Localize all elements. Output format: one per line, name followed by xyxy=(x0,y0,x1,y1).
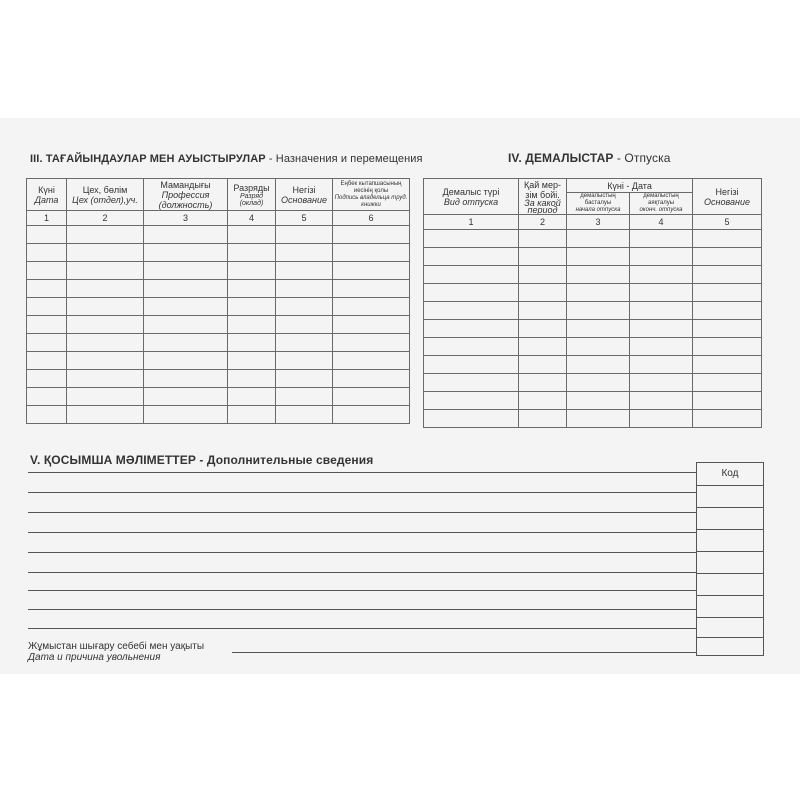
table-cell[interactable] xyxy=(276,352,333,370)
col-date-header: Күні Дата xyxy=(27,179,67,211)
table-cell[interactable] xyxy=(630,248,693,266)
table-row xyxy=(27,370,410,388)
table-cell[interactable] xyxy=(630,320,693,338)
ruled-line xyxy=(28,512,696,513)
table-cell[interactable] xyxy=(630,410,693,428)
table-cell[interactable] xyxy=(27,226,67,244)
table-cell[interactable] xyxy=(144,406,228,424)
table-cell[interactable] xyxy=(630,284,693,302)
table-cell[interactable] xyxy=(519,230,567,248)
table-cell[interactable] xyxy=(144,226,228,244)
table-cell[interactable] xyxy=(333,352,410,370)
table-cell[interactable] xyxy=(67,334,144,352)
col-grade-header: Разряды Разряд (оклад) xyxy=(228,179,276,211)
table-cell[interactable] xyxy=(144,316,228,334)
table-cell[interactable] xyxy=(276,370,333,388)
table-cell[interactable] xyxy=(567,356,630,374)
table-cell[interactable] xyxy=(67,352,144,370)
table-cell[interactable] xyxy=(519,374,567,392)
section3-title-kz: III. ТАҒАЙЫНДАУЛАР МЕН АУЫСТЫРУЛАР xyxy=(30,153,266,165)
table-cell[interactable] xyxy=(567,302,630,320)
table-cell[interactable] xyxy=(424,374,519,392)
table-cell[interactable] xyxy=(333,406,410,424)
table-cell[interactable] xyxy=(67,244,144,262)
table-cell[interactable] xyxy=(424,248,519,266)
table-cell[interactable] xyxy=(333,280,410,298)
table-cell[interactable] xyxy=(693,266,762,284)
table-cell[interactable] xyxy=(424,356,519,374)
col-number: 1 xyxy=(27,211,67,226)
table-row xyxy=(27,298,410,316)
table-cell[interactable] xyxy=(519,284,567,302)
table-cell[interactable] xyxy=(693,284,762,302)
section4-title-ru: - Отпуска xyxy=(613,151,671,165)
kod-ruled-line xyxy=(697,573,763,574)
table-cell[interactable] xyxy=(228,370,276,388)
section3-title xyxy=(30,153,423,165)
table-cell[interactable] xyxy=(567,374,630,392)
table-cell[interactable] xyxy=(144,262,228,280)
table-cell[interactable] xyxy=(519,410,567,428)
kod-ruled-line xyxy=(697,507,763,508)
col-basis-header: Негізі Основание xyxy=(276,179,333,211)
col-number: 4 xyxy=(630,215,693,230)
table-row xyxy=(424,266,762,284)
col-number: 6 xyxy=(333,211,410,226)
ruled-line xyxy=(28,628,696,629)
ruled-line xyxy=(28,572,696,573)
table-row xyxy=(27,316,410,334)
table-cell[interactable] xyxy=(519,248,567,266)
table-cell[interactable] xyxy=(333,316,410,334)
table-row xyxy=(27,352,410,370)
table-cell[interactable] xyxy=(693,302,762,320)
ruled-line xyxy=(28,609,696,610)
vacations-table xyxy=(423,178,762,428)
table-cell[interactable] xyxy=(27,406,67,424)
table-cell[interactable] xyxy=(276,244,333,262)
ruled-line xyxy=(28,472,696,473)
table-cell[interactable] xyxy=(424,338,519,356)
table-cell[interactable] xyxy=(519,266,567,284)
table-cell[interactable] xyxy=(27,298,67,316)
table-row xyxy=(27,244,410,262)
table-cell[interactable] xyxy=(424,302,519,320)
ruled-line xyxy=(28,532,696,533)
table-cell[interactable] xyxy=(519,392,567,410)
table-cell[interactable] xyxy=(276,298,333,316)
dismissal-label-kz: Жұмыстан шығару себебі мен уақыты xyxy=(28,641,205,652)
table-cell[interactable] xyxy=(630,266,693,284)
table-cell[interactable] xyxy=(67,280,144,298)
table-cell[interactable] xyxy=(27,352,67,370)
col-end-header: демалыстың аяқталуы оконч. отпуска xyxy=(630,193,693,215)
section5-title xyxy=(30,453,373,467)
table-row xyxy=(424,392,762,410)
table-cell[interactable] xyxy=(276,262,333,280)
table-cell[interactable] xyxy=(27,262,67,280)
table-cell[interactable] xyxy=(519,302,567,320)
col-start-header: демалыстың басталуы начала отпуска xyxy=(567,193,630,215)
table-row xyxy=(27,388,410,406)
table-cell[interactable] xyxy=(567,266,630,284)
table-cell[interactable] xyxy=(693,248,762,266)
col-profession-header: Мамандығы Профессия (должность) xyxy=(144,179,228,211)
table-cell[interactable] xyxy=(630,392,693,410)
table-cell[interactable] xyxy=(519,320,567,338)
table-row xyxy=(424,284,762,302)
table-cell[interactable] xyxy=(567,410,630,428)
col-department-header: Цех, бөлім Цех (отдел),уч. xyxy=(67,179,144,211)
table-cell[interactable] xyxy=(693,392,762,410)
table-cell[interactable] xyxy=(567,248,630,266)
kod-ruled-line xyxy=(697,529,763,530)
table-cell[interactable] xyxy=(333,298,410,316)
table-cell[interactable] xyxy=(27,316,67,334)
table-cell[interactable] xyxy=(228,406,276,424)
table-cell[interactable] xyxy=(424,230,519,248)
table-cell[interactable] xyxy=(693,230,762,248)
table-cell[interactable] xyxy=(228,334,276,352)
table-cell[interactable] xyxy=(630,356,693,374)
table-cell[interactable] xyxy=(276,334,333,352)
table-cell[interactable] xyxy=(567,284,630,302)
table-cell[interactable] xyxy=(693,356,762,374)
col-basis-header: Негізі Основание xyxy=(693,179,762,215)
table-cell[interactable] xyxy=(228,352,276,370)
table-cell[interactable] xyxy=(228,298,276,316)
col-signature-header: Еңбек кытапшасының иесінің қолы Подпись владельца труд. книжки xyxy=(333,179,410,211)
table-row xyxy=(424,374,762,392)
table-cell[interactable] xyxy=(27,388,67,406)
col-number: 2 xyxy=(67,211,144,226)
table-cell[interactable] xyxy=(144,298,228,316)
table-cell[interactable] xyxy=(424,410,519,428)
table-cell[interactable] xyxy=(333,244,410,262)
dismissal-label-ru: Дата и причина увольнения xyxy=(28,652,161,663)
ruled-line xyxy=(28,492,696,493)
table-cell[interactable] xyxy=(27,280,67,298)
table-cell[interactable] xyxy=(333,370,410,388)
kod-label: Код xyxy=(697,463,763,486)
table-cell[interactable] xyxy=(630,302,693,320)
table-row xyxy=(424,320,762,338)
table-cell[interactable] xyxy=(424,266,519,284)
col-vacation-type-header: Демалыс түрі Вид отпуска xyxy=(424,179,519,215)
table-cell[interactable] xyxy=(333,262,410,280)
table-cell[interactable] xyxy=(144,352,228,370)
col-number: 2 xyxy=(519,215,567,230)
table-cell[interactable] xyxy=(228,388,276,406)
table-cell[interactable] xyxy=(276,388,333,406)
table-cell[interactable] xyxy=(144,334,228,352)
table-cell[interactable] xyxy=(144,244,228,262)
col-number: 5 xyxy=(693,215,762,230)
kod-column xyxy=(696,462,764,656)
table-row xyxy=(424,356,762,374)
table-cell[interactable] xyxy=(276,316,333,334)
table-cell[interactable] xyxy=(27,244,67,262)
table-row xyxy=(424,248,762,266)
table-cell[interactable] xyxy=(424,392,519,410)
table-cell[interactable] xyxy=(67,406,144,424)
table-cell[interactable] xyxy=(67,316,144,334)
table-cell[interactable] xyxy=(693,320,762,338)
table-row xyxy=(27,280,410,298)
table-cell[interactable] xyxy=(276,226,333,244)
kod-ruled-line xyxy=(697,637,763,638)
section4-title xyxy=(508,151,671,165)
table-cell[interactable] xyxy=(424,320,519,338)
table-row xyxy=(424,338,762,356)
table-cell[interactable] xyxy=(333,334,410,352)
table-cell[interactable] xyxy=(333,226,410,244)
table-cell[interactable] xyxy=(630,230,693,248)
table-cell[interactable] xyxy=(144,388,228,406)
ruled-line xyxy=(28,590,696,591)
table-cell[interactable] xyxy=(27,334,67,352)
table-row xyxy=(424,230,762,248)
table-cell[interactable] xyxy=(67,226,144,244)
table-cell[interactable] xyxy=(67,370,144,388)
table-cell[interactable] xyxy=(567,392,630,410)
table-row xyxy=(27,226,410,244)
col-number: 1 xyxy=(424,215,519,230)
section4-title-kz: IV. ДЕМАЛЫСТАР xyxy=(508,151,614,165)
table-row xyxy=(424,410,762,428)
table-cell[interactable] xyxy=(228,280,276,298)
date-group-header: Күні - Дата xyxy=(567,179,693,193)
ruled-line xyxy=(28,552,696,553)
table-cell[interactable] xyxy=(144,280,228,298)
appointments-table xyxy=(26,178,410,424)
table-cell[interactable] xyxy=(333,388,410,406)
table-cell[interactable] xyxy=(630,374,693,392)
col-number: 3 xyxy=(567,215,630,230)
table-cell[interactable] xyxy=(567,338,630,356)
table-cell[interactable] xyxy=(630,338,693,356)
kod-ruled-line xyxy=(697,617,763,618)
section5-title-kz: V. ҚОСЫМША МӘЛІМЕТТЕР xyxy=(30,453,196,467)
table-cell[interactable] xyxy=(67,298,144,316)
table-cell[interactable] xyxy=(228,316,276,334)
col-number: 5 xyxy=(276,211,333,226)
section5-title-ru: - Дополнительные сведения xyxy=(199,453,374,467)
section3-title-ru: - Назначения и перемещения xyxy=(265,153,423,165)
table-cell[interactable] xyxy=(567,230,630,248)
table-cell[interactable] xyxy=(67,388,144,406)
table-cell[interactable] xyxy=(228,262,276,280)
dismissal-line xyxy=(232,652,696,653)
table-cell[interactable] xyxy=(67,262,144,280)
kod-ruled-line xyxy=(697,595,763,596)
table-cell[interactable] xyxy=(276,280,333,298)
table-row xyxy=(27,262,410,280)
table-cell[interactable] xyxy=(424,284,519,302)
table-cell[interactable] xyxy=(693,410,762,428)
table-cell[interactable] xyxy=(519,356,567,374)
table-cell[interactable] xyxy=(519,338,567,356)
table-cell[interactable] xyxy=(228,244,276,262)
table-cell[interactable] xyxy=(567,320,630,338)
kod-ruled-line xyxy=(697,551,763,552)
col-number: 4 xyxy=(228,211,276,226)
table-cell[interactable] xyxy=(693,374,762,392)
table-cell[interactable] xyxy=(693,338,762,356)
table-cell[interactable] xyxy=(228,226,276,244)
table-row xyxy=(27,406,410,424)
table-row xyxy=(27,334,410,352)
table-cell[interactable] xyxy=(276,406,333,424)
table-row xyxy=(424,302,762,320)
col-number: 3 xyxy=(144,211,228,226)
table-cell[interactable] xyxy=(144,370,228,388)
col-period-header: Қай мер-зім бойі. За какой период xyxy=(519,179,567,215)
table-cell[interactable] xyxy=(27,370,67,388)
